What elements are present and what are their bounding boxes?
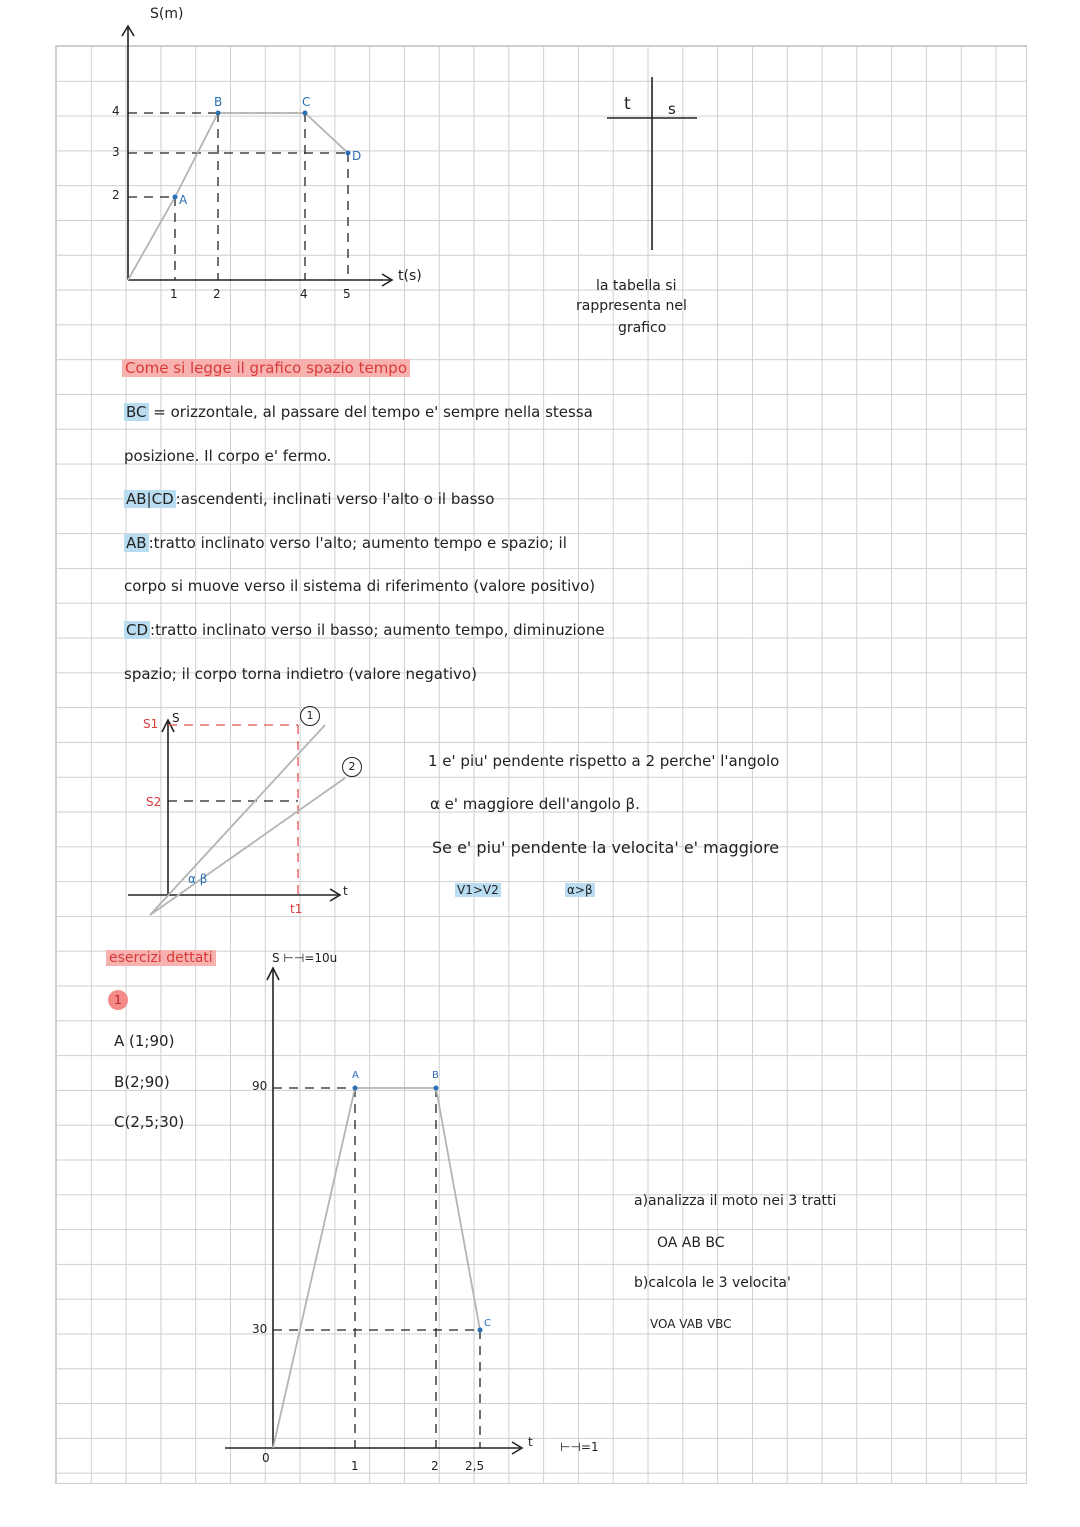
- notes-cd-term: CD: [126, 621, 149, 639]
- graph2-angles: α β: [188, 872, 208, 886]
- graph1-point-c: C: [302, 95, 311, 109]
- exercise-label-a: A: [352, 1070, 359, 1081]
- comparison-line2: α e' maggiore dell'angolo β.: [430, 795, 640, 813]
- exercise-task-b: b)calcola le 3 velocita': [634, 1275, 791, 1291]
- exercise-axes: [225, 968, 522, 1454]
- graph1-point-a: A: [179, 193, 188, 207]
- table-caption-1: la tabella si: [596, 278, 677, 294]
- exercise-x-tick-2: 2: [431, 1459, 439, 1473]
- notes-abcd-line: [124, 490, 494, 508]
- notes-heading: [122, 359, 410, 377]
- graph1-x-tick-1: 1: [170, 287, 178, 301]
- exercise-label-c: C: [484, 1318, 491, 1329]
- exercise-x-tick-1: 1: [351, 1459, 359, 1473]
- table-col-s: s: [668, 100, 676, 118]
- graph2-s2: S2: [146, 795, 162, 809]
- exercise-motion-line: [273, 1088, 480, 1448]
- graph2-s1: S1: [143, 717, 159, 731]
- graph2-axes: [128, 720, 340, 901]
- graph1-x-tick-5: 5: [343, 287, 351, 301]
- notes-bc-rest: = orizzontale, al passare del tempo e' sempre nella stessa: [153, 403, 593, 421]
- exercise-point-markers: [353, 1086, 483, 1333]
- table-caption-2: rappresenta nel: [576, 298, 687, 314]
- comparison-angle-rel: [565, 883, 595, 897]
- exercise-label-b: B: [432, 1070, 439, 1081]
- exercise-point-b-coords: B(2;90): [114, 1073, 170, 1091]
- exercise-x-tick-2-5: 2,5: [465, 1459, 485, 1473]
- graph1-x-tick-2: 2: [213, 287, 221, 301]
- exercise-scale-t: ⊢⊣=1: [560, 1440, 599, 1454]
- exercise-task-a: a)analizza il moto nei 3 tratti: [634, 1193, 837, 1209]
- graph2-lines: [150, 725, 345, 915]
- graph2-line2-label: 2: [342, 757, 362, 777]
- table-caption-3: grafico: [618, 320, 667, 336]
- exercise-title-text: esercizi dettati: [106, 950, 216, 966]
- graph1-point-b: B: [214, 95, 223, 109]
- notes-ab-term: AB: [126, 534, 147, 552]
- comparison-angle-rel-text: α>β: [567, 883, 593, 897]
- notes-abcd-term: AB|CD: [126, 490, 174, 508]
- graph1-x-tick-4: 4: [300, 287, 308, 301]
- graph2-s-axis: S: [172, 711, 180, 725]
- graph1-y-label: S(m): [150, 6, 184, 22]
- notes-heading-text: Come si legge il grafico spazio tempo: [122, 359, 410, 377]
- exercise-guides: [273, 1088, 480, 1448]
- graph1-y-tick-3: 3: [112, 145, 120, 159]
- exercise-point-a-coords: A (1;90): [114, 1032, 175, 1050]
- graph1-x-label: t(s): [398, 268, 422, 284]
- comparison-v-rel: [455, 883, 501, 897]
- graph2-t-axis: t: [343, 884, 348, 898]
- notes-ab-line1: [124, 534, 567, 552]
- notes-cd-rest: :tratto inclinato verso il basso; aumento tempo, diminuzione: [150, 621, 605, 639]
- comparison-v-rel-text: V1>V2: [457, 883, 499, 897]
- notes-ab-rest: :tratto inclinato verso l'alto; aumento tempo e spazio; il: [148, 534, 567, 552]
- graph2-t1: t1: [290, 902, 303, 916]
- notes-cd-line1: [124, 621, 605, 639]
- exercise-point-c-coords: C(2,5;30): [114, 1113, 185, 1131]
- exercise-task-a-segments: OA AB BC: [657, 1235, 725, 1251]
- graph2-guides: [168, 725, 298, 895]
- graph1-y-tick-2: 2: [112, 188, 120, 202]
- notes-bc-term: BC: [126, 403, 147, 421]
- notes-abcd-rest: :ascendenti, inclinati verso l'alto o il basso: [175, 490, 495, 508]
- comparison-line3: Se e' piu' pendente la velocita' e' maggiore: [432, 838, 780, 857]
- graph1-guides: [128, 113, 348, 280]
- exercise-number-badge: 1: [108, 990, 128, 1010]
- notes-bc-line1: [124, 403, 593, 421]
- exercise-origin: 0: [262, 1451, 270, 1465]
- table-lines: [607, 77, 697, 250]
- exercise-scale-s: S ⊢⊣=10u: [272, 951, 338, 965]
- graph1-y-tick-4: 4: [112, 104, 120, 118]
- comparison-line1: 1 e' piu' pendente rispetto a 2 perche' l'angolo: [428, 752, 780, 770]
- notes-bc-line2: posizione. Il corpo e' fermo.: [124, 447, 332, 465]
- exercise-y-tick-90: 90: [252, 1079, 268, 1093]
- exercise-x-axis: t: [528, 1435, 533, 1449]
- graph2-line1-label: 1: [300, 706, 320, 726]
- exercise-task-b-velocities: VOA VAB VBC: [650, 1317, 732, 1331]
- notes-ab-line2: corpo si muove verso il sistema di riferimento (valore positivo): [124, 577, 596, 595]
- exercise-title: [106, 950, 216, 966]
- graph1-point-markers: [173, 111, 351, 200]
- notes-cd-line2: spazio; il corpo torna indietro (valore negativo): [124, 665, 477, 683]
- exercise-y-tick-30: 30: [252, 1322, 268, 1336]
- graph1-point-d: D: [352, 149, 362, 163]
- table-col-t: t: [624, 94, 631, 114]
